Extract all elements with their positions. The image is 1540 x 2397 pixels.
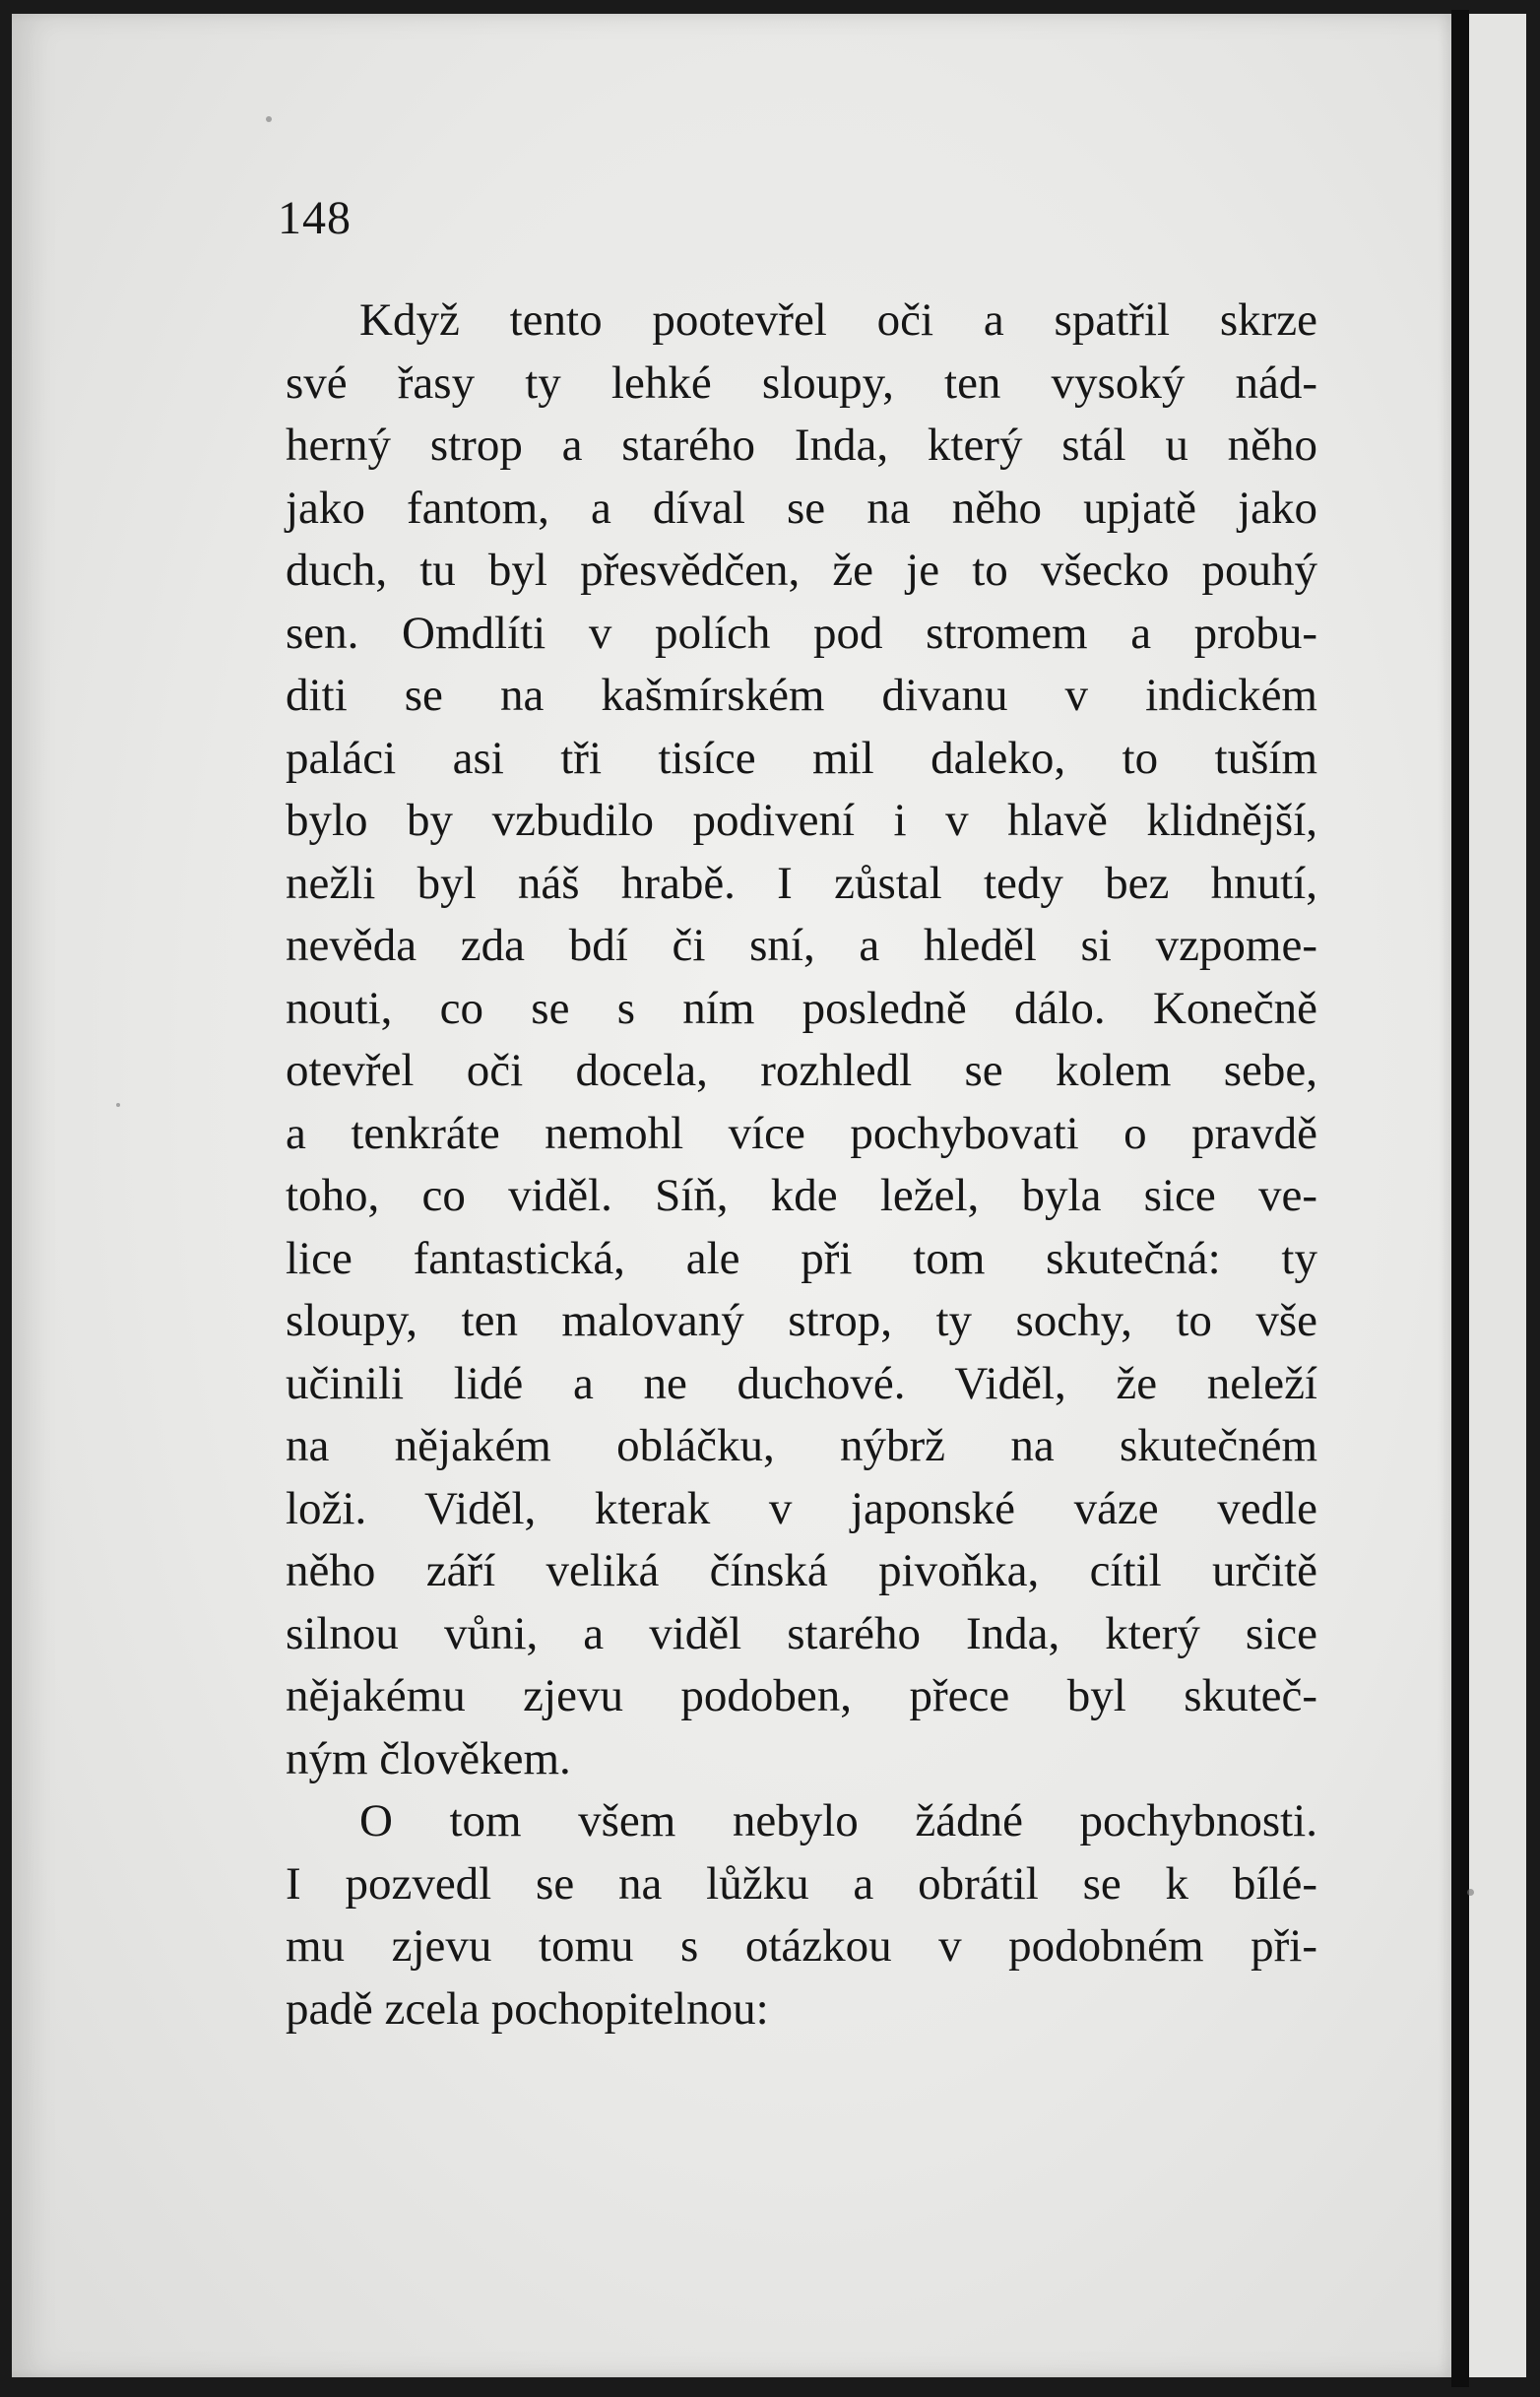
text-line: učinili lidé a ne duchové. Viděl, že neleží [286, 1357, 1317, 1409]
paragraph-1 [286, 290, 1317, 1790]
text-line: něho září veliká čínská pivoňka, cítil určitě [286, 1545, 1317, 1596]
text-line: ným člověkem. [286, 1732, 571, 1784]
text-line: sloupy, ten malovaný strop, ty sochy, to vše [286, 1295, 1317, 1346]
scan-speck [1467, 1889, 1474, 1896]
text-line: O tom všem nebylo žádné pochybnosti. [359, 1795, 1317, 1846]
next-page-edge [1469, 14, 1526, 2377]
text-line: nějakému zjevu podoben, přece byl skuteč- [286, 1670, 1317, 1721]
text-line: silnou vůni, a viděl starého Inda, který sice [286, 1607, 1317, 1659]
text-line: I pozvedl se na lůžku a obrátil se k bílé- [286, 1857, 1317, 1910]
text-line: své řasy ty lehké sloupy, ten vysoký nád- [286, 356, 1317, 409]
text-line: loži. Viděl, kterak v japonské váze vedle [286, 1482, 1317, 1534]
text-line: paláci asi tři tisíce mil daleko, to tuším [286, 732, 1317, 784]
scan-speck [116, 1103, 120, 1107]
text-line: herný strop a starého Inda, který stál u něho [286, 420, 1317, 471]
text-line: otevřel oči docela, rozhledl se kolem sebe, [286, 1045, 1317, 1096]
text-line: duch, tu byl přesvědčen, že je to všecko pouhý [286, 545, 1317, 596]
text-line: a tenkráte nemohl více pochybovati o pravdě [286, 1107, 1317, 1159]
body-text [286, 290, 1317, 2041]
scan-speck [266, 116, 272, 122]
text-line: padě zcela pochopitelnou: [286, 1982, 769, 2035]
text-line: mu zjevu tomu s otázkou v podobném při- [286, 1920, 1317, 1972]
text-line: Když tento pootevřel oči a spatřil skrze [359, 294, 1317, 346]
page-edge-shadow [1451, 10, 1469, 2387]
text-line: bylo by vzbudilo podivení i v hlavě klidnější, [286, 795, 1317, 846]
text-line: na nějakém obláčku, nýbrž na skutečném [286, 1420, 1317, 1471]
text-line: nevěda zda bdí či sní, a hleděl si vzpome- [286, 920, 1317, 971]
text-line: nežli byl náš hrabě. I zůstal tedy bez hnutí, [286, 857, 1317, 909]
text-line: toho, co viděl. Síň, kde ležel, byla sice ve- [286, 1170, 1317, 1221]
page-number: 148 [278, 192, 352, 244]
paragraph-2 [286, 1790, 1317, 2041]
text-line: diti se na kašmírském divanu v indickém [286, 670, 1317, 721]
text-line: sen. Omdlíti v polích pod stromem a probu- [286, 607, 1317, 659]
text-line: lice fantastická, ale při tom skutečná: ty [286, 1232, 1317, 1284]
text-line: jako fantom, a díval se na něho upjatě jako [286, 482, 1317, 534]
text-line: nouti, co se s ním posledně dálo. Konečně [286, 982, 1317, 1034]
